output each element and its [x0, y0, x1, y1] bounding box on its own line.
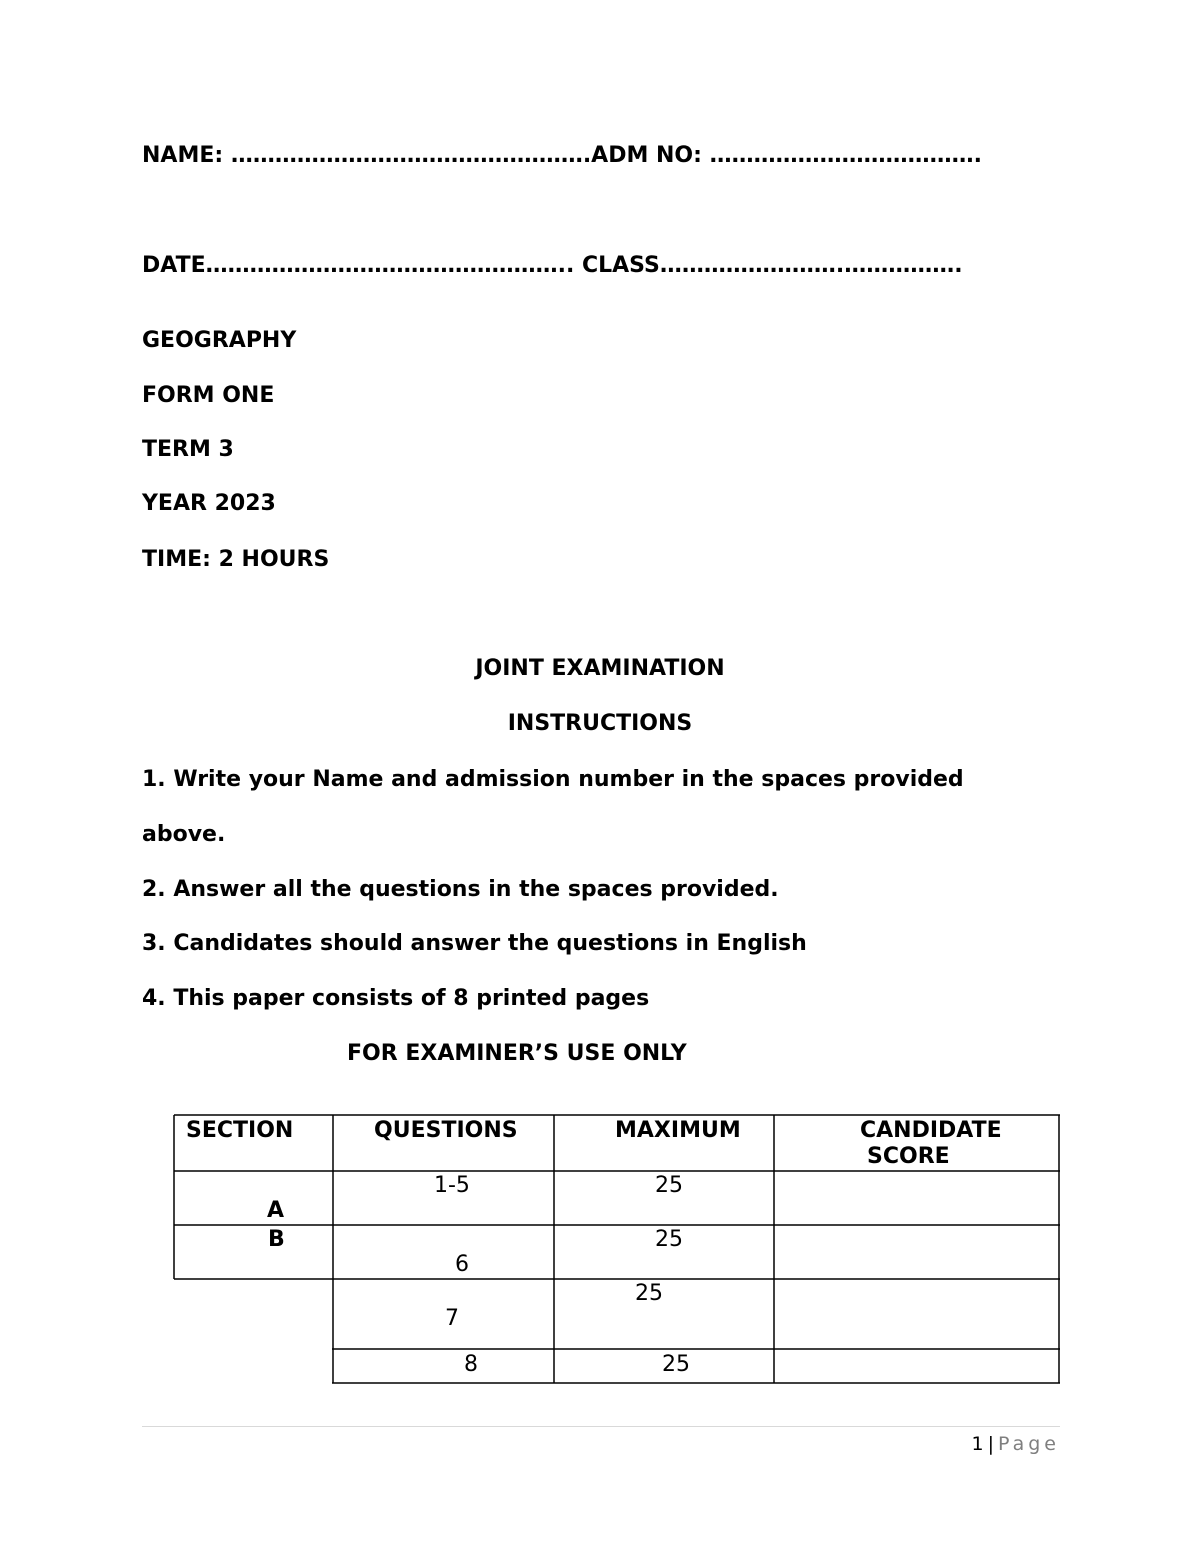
term-label: TERM 3: [142, 437, 234, 462]
row-b-maximum: 25: [655, 1227, 683, 1252]
footer-rule: [142, 1426, 1060, 1427]
name-adm-line: NAME: ………………………………………….ADM NO: ……………………………….: [142, 143, 982, 168]
examiner-title: FOR EXAMINER’S USE ONLY: [347, 1041, 687, 1066]
header-maximum: MAXIMUM: [615, 1118, 741, 1143]
instruction-2: 2. Answer all the questions in the spaces provided.: [142, 877, 779, 902]
header-section: SECTION: [186, 1118, 294, 1143]
exam-title: JOINT EXAMINATION: [475, 656, 725, 681]
form-label: FORM ONE: [142, 383, 275, 408]
year-label: YEAR 2023: [142, 491, 276, 516]
instruction-1-cont: above.: [142, 822, 226, 847]
time-label: TIME: 2 HOURS: [142, 547, 330, 572]
subject-label: GEOGRAPHY: [142, 328, 297, 353]
page-word: Page: [998, 1433, 1060, 1455]
instructions-title: INSTRUCTIONS: [507, 711, 693, 736]
date-class-line: DATE………………………………………….. CLASS…………………….…………….: [142, 253, 963, 278]
header-candidate: CANDIDATE: [860, 1118, 1002, 1143]
row-b-section: B: [268, 1227, 285, 1252]
row-b-questions: 6: [455, 1252, 469, 1277]
instruction-1: 1. Write your Name and admission number in the spaces provided: [142, 767, 964, 792]
instruction-4: 4. This paper consists of 8 printed pages: [142, 986, 650, 1011]
row-a-questions: 1-5: [434, 1173, 470, 1198]
page-footer: [972, 1433, 1061, 1455]
row-a-section: A: [267, 1198, 285, 1223]
row-7-questions: 7: [445, 1306, 459, 1331]
header-score: SCORE: [867, 1144, 950, 1169]
row-7-maximum: 25: [635, 1281, 663, 1306]
page-number: 1: [971, 1433, 984, 1455]
instruction-3: 3. Candidates should answer the questions in English: [142, 931, 807, 956]
header-questions: QUESTIONS: [374, 1118, 518, 1143]
row-8-maximum: 25: [662, 1352, 690, 1377]
footer-separator: |: [987, 1433, 994, 1455]
row-a-maximum: 25: [655, 1173, 683, 1198]
row-8-questions: 8: [464, 1352, 478, 1377]
